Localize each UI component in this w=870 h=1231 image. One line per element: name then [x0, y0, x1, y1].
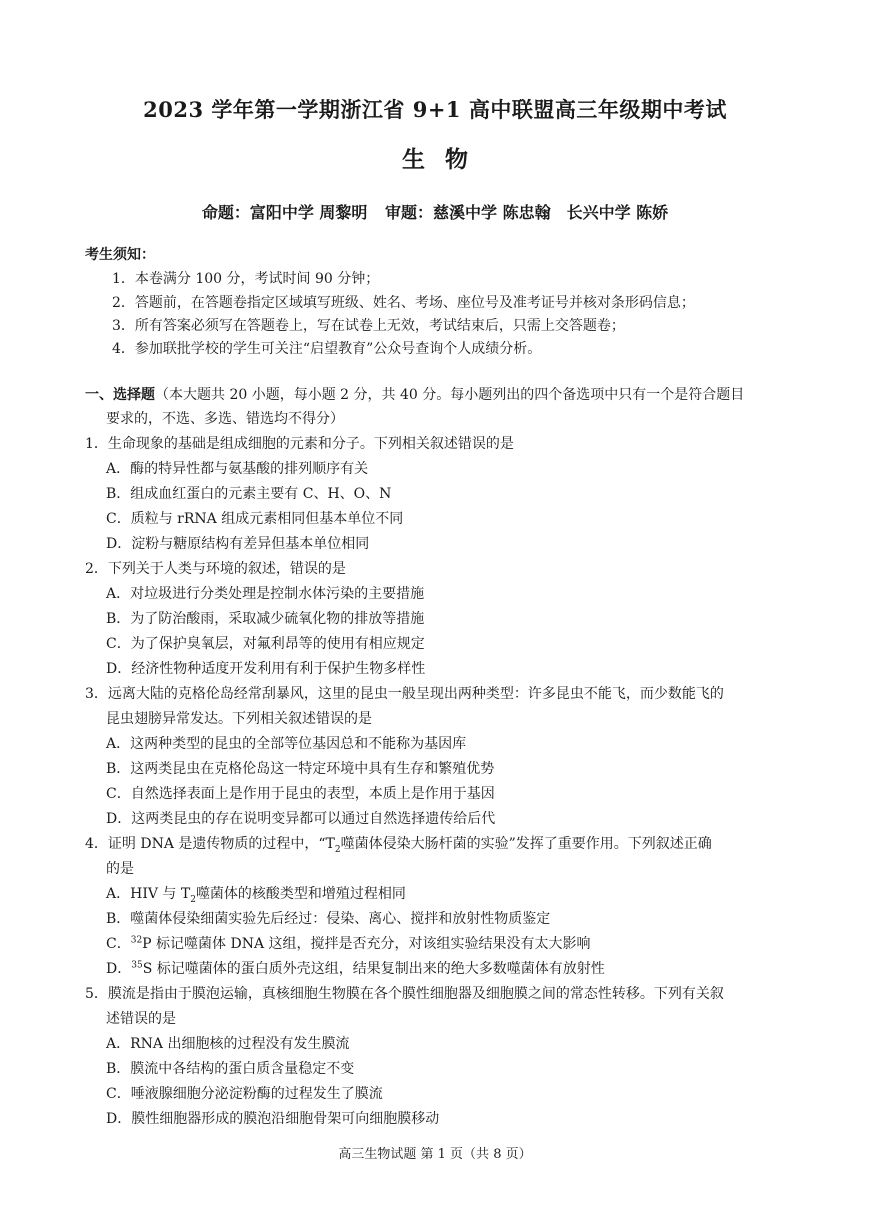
option-a: A．对垃圾进行分类处理是控制水体污染的主要措施: [106, 586, 425, 602]
option-b: B．这两类昆虫在克格伦岛这一特定环境中具有生存和繁殖优势: [106, 761, 495, 777]
option-a: [106, 884, 406, 904]
option-a: A．这两种类型的昆虫的全部等位基因总和不能称为基因库: [106, 736, 467, 752]
question-stem-cont: 昆虫翅膀异常发达。下列相关叙述错误的是: [106, 711, 372, 727]
section-desc-cont: 要求的，不选、多选、错选均不得分）: [106, 411, 344, 427]
question-stem: 5．膜流是指由于膜泡运输，真核细胞生物膜在各个膜性细胞器及细胞膜之间的常态性转移。下列有关叙: [85, 986, 724, 1002]
superscript: 32: [130, 935, 143, 946]
option-d: D．淀粉与糖原结构有差异但基本单位相同: [106, 536, 370, 552]
subscript: 2: [190, 894, 196, 905]
stem-text: 4．证明 DNA 是遗传物质的过程中，“T: [85, 836, 335, 852]
option-text: S 标记噬菌体的蛋白质外壳这组，结果复制出来的绝大多数噬菌体有放射性: [142, 961, 605, 977]
question-stem: 2．下列关于人类与环境的叙述，错误的是: [85, 561, 346, 577]
page-footer: 高三生物试题 第 1 页（共 8 页）: [338, 1147, 532, 1162]
option-c: [106, 934, 591, 954]
notice-item: 2．答题前，在答题卷指定区域填写班级、姓名、考场、座位号及准考证号并核对条形码信息；: [112, 295, 695, 311]
option-text: A．HIV 与 T: [106, 886, 191, 902]
section-desc: （本大题共 20 小题，每小题 2 分，共 40 分。每小题列出的四个备选项中只有一个是符合题目: [155, 387, 745, 403]
notice-item: 4．参加联批学校的学生可关注“启望教育”公众号查询个人成绩分析。: [112, 341, 542, 357]
option-c: C．为了保护臭氧层，对氟利昂等的使用有相应规定: [106, 636, 425, 652]
question-stem-cont: 述错误的是: [106, 1011, 176, 1027]
superscript: 35: [131, 960, 143, 971]
subscript: 2: [334, 844, 341, 855]
option-c: C．质粒与 rRNA 组成元素相同但基本单位不同: [106, 511, 404, 527]
authors-line: [0, 200, 870, 223]
option-b: B．为了防治酸雨，采取减少硫氧化物的排放等措施: [106, 611, 425, 627]
option-text: P 标记噬菌体 DNA 这组，搅拌是否充分，对该组实验结果没有太大影响: [142, 936, 591, 952]
option-b: B．组成血红蛋白的元素主要有 C、H、O、N: [106, 486, 392, 502]
option-c: C．唾液腺细胞分泌淀粉酶的过程发生了膜流: [106, 1086, 383, 1102]
option-text: C．: [106, 936, 131, 952]
option-text: 噬菌体的核酸类型和增殖过程相同: [195, 886, 406, 902]
option-b: B．噬菌体侵染细菌实验先后经过：侵染、离心、搅拌和放射性物质鉴定: [106, 911, 551, 927]
stem-text: 噬菌体侵染大肠杆菌的实验”发挥了重要作用。下列叙述正确: [340, 836, 712, 852]
option-b: B．膜流中各结构的蛋白质含量稳定不变: [106, 1061, 355, 1077]
question-stem: 1．生命现象的基础是组成细胞的元素和分子。下列相关叙述错误的是: [85, 436, 514, 452]
exam-title: 2023 学年第一学期浙江省 9+1 高中联盟高三年级期中考试: [143, 97, 727, 122]
subject-title: 生物: [402, 146, 488, 173]
option-d: D．经济性物种适度开发利用有利于保护生物多样性: [106, 661, 426, 677]
section-header: [85, 385, 744, 405]
option-d: D．膜性细胞器形成的膜泡沿细胞骨架可向细胞膜移动: [106, 1111, 440, 1127]
option-d: [106, 959, 605, 979]
notice-item: 1．本卷满分 100 分，考试时间 90 分钟；: [112, 271, 380, 287]
proposer: 命题：富阳中学 周黎明: [201, 203, 368, 222]
option-a: A．酶的特异性都与氨基酸的排列顺序有关: [106, 461, 369, 477]
section-label: 一、选择题: [85, 387, 155, 403]
option-text: D．: [106, 961, 132, 977]
question-stem: [85, 834, 712, 854]
notice-item: 3．所有答案必须写在答题卷上，写在试卷上无效，考试结束后，只需上交答题卷；: [112, 318, 625, 334]
option-a: A．RNA 出细胞核的过程没有发生膜流: [106, 1036, 350, 1052]
question-stem-cont: 的是: [106, 861, 134, 877]
notice-heading: 考生须知：: [85, 247, 155, 263]
option-d: D．这两类昆虫的存在说明变异都可以通过自然选择遗传给后代: [106, 811, 496, 827]
reviewer: 审题：慈溪中学 陈忠翰 长兴中学 陈娇: [385, 203, 669, 222]
question-stem: 3．远离大陆的克格伦岛经常刮暴风，这里的昆虫一般呈现出两种类型：许多昆虫不能飞，而少数能飞的: [85, 686, 724, 702]
option-c: C．自然选择表面上是作用于昆虫的表型，本质上是作用于基因: [106, 786, 495, 802]
